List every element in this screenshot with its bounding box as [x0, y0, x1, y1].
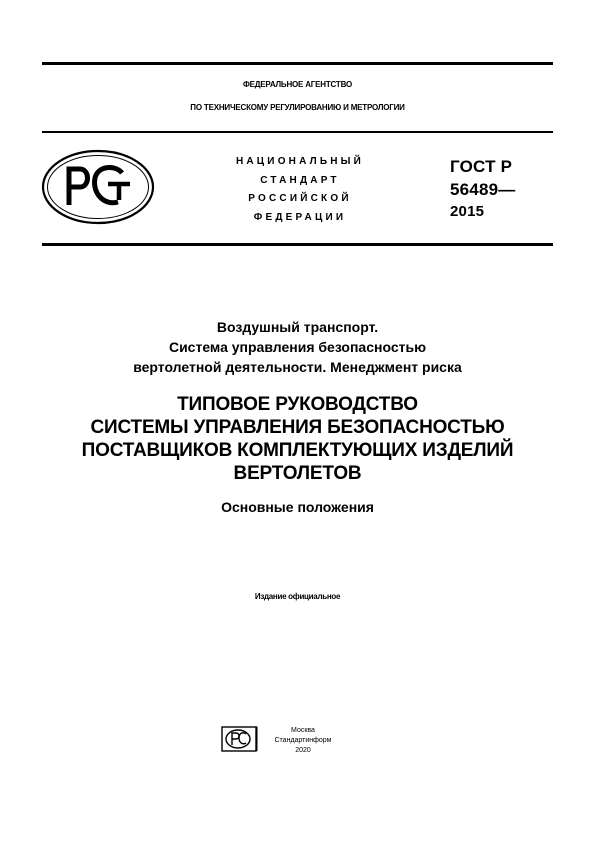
main-title-line: СИСТЕМЫ УПРАВЛЕНИЯ БЕЗОПАСНОСТЬЮ	[90, 417, 505, 438]
gost-designation-year: 2015	[450, 203, 485, 220]
publisher-city: Москва	[291, 727, 315, 734]
official-edition: Издание официальное	[254, 592, 341, 601]
main-title-line: ВЕРТОЛЕТОВ	[233, 463, 362, 484]
rst-gost-mark-icon	[40, 148, 156, 226]
subtitle-line: Система управления безопасностью	[168, 339, 427, 355]
gost-designation-number: 56489—	[450, 180, 516, 199]
subtitle-line: вертолетной деятельности. Менеджмент риска	[133, 359, 462, 375]
header-bottom-rule	[42, 243, 553, 246]
main-title-line: ПОСТАВЩИКОВ КОМПЛЕКТУЮЩИХ ИЗДЕЛИЙ	[81, 440, 514, 461]
top-rule	[42, 62, 553, 65]
national-standard-line: СТАНДАРТ	[260, 175, 340, 186]
national-standard-line: ФЕДЕРАЦИИ	[253, 212, 347, 223]
gost-designation-line1: ГОСТ Р	[450, 157, 513, 176]
publisher-name: Стандартинформ	[274, 737, 332, 744]
header-rule	[42, 131, 553, 133]
agency-name-line2: ПО ТЕХНИЧЕСКОМУ РЕГУЛИРОВАНИЮ И МЕТРОЛОГИИ	[190, 103, 405, 112]
national-standard-line: РОССИЙСКОЙ	[248, 193, 352, 204]
standartinform-logo-icon	[221, 724, 261, 754]
publisher-year: 2020	[295, 747, 311, 754]
basic-provisions: Основные положения	[221, 499, 374, 515]
national-standard-line: НАЦИОНАЛЬНЫЙ	[235, 156, 365, 167]
subtitle-line: Воздушный транспорт.	[216, 319, 379, 335]
main-title-line: ТИПОВОЕ РУКОВОДСТВО	[177, 394, 418, 415]
agency-name-line1: ФЕДЕРАЛЬНОЕ АГЕНТСТВО	[242, 80, 352, 89]
